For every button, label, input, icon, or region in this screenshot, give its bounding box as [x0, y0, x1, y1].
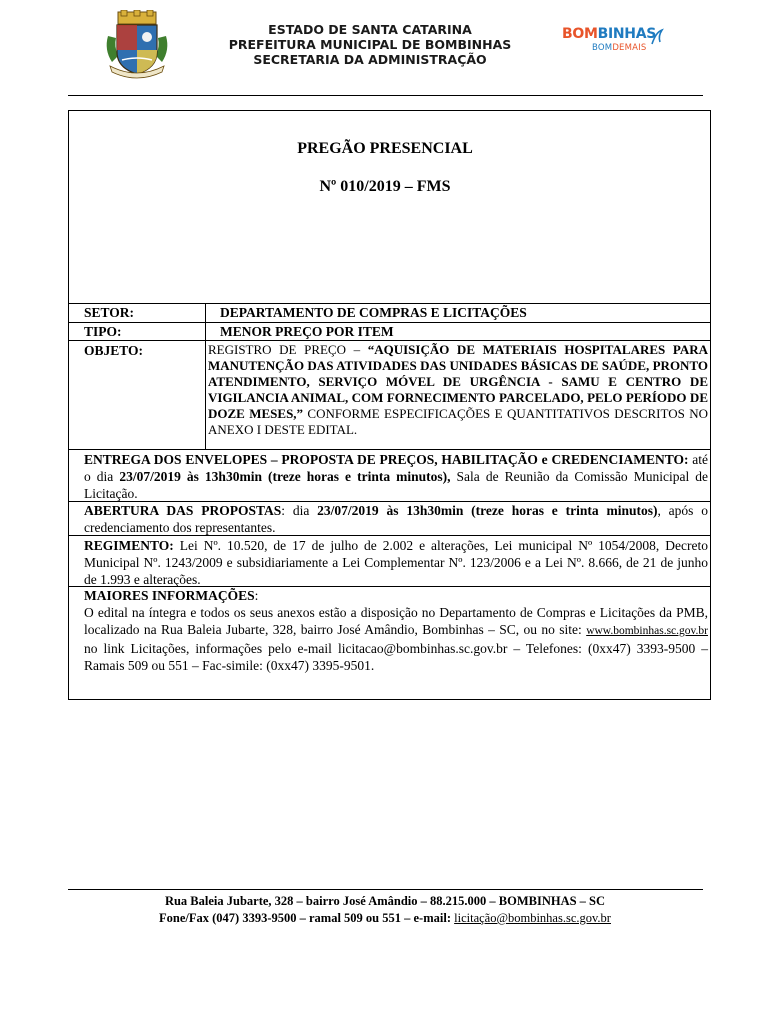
abertura-heading: ABERTURA DAS PROPOSTAS [84, 503, 282, 518]
objeto-suffix: CONFORME ESPECIFICAÇÕES E QUANTITATIVOS DESCRITOS NO ANEXO I DESTE EDITAL. [208, 406, 708, 437]
brand-sub1: BOM [592, 43, 613, 53]
abertura-note: , após o credenciamento dos representantes. [84, 503, 709, 535]
footer-phone: Fone/Fax (047) 3393-9500 – ramal 509 ou 551 – e-mail: [159, 911, 455, 925]
footer-address: Rua Baleia Jubarte, 328 – bairro José Amândio – 88.215.000 – BOMBINHAS – SC [164, 894, 606, 908]
entrega-date: 23/07/2019 às 13h30min (treze horas e trinta minutos), [119, 469, 451, 484]
objeto-prefix: REGISTRO DE PREÇO – [208, 342, 368, 357]
brand-part1: BOM [562, 26, 598, 42]
regimento-text: Lei Nº. 10.520, de 17 de julho de 2.002 e alterações, Lei municipal Nº 1054/2008, Decreto Municipal Nº. 1243/2009 e subsidiariamente a Lei Complementar Nº. 123/2006 e a Lei Nº. 8.666, de 21 de junho de 1.993 e alterações. [84, 538, 708, 587]
brand-part2: BINHAS [597, 26, 657, 42]
bombinhas-logo [562, 26, 672, 62]
objeto-label: OBJETO: [84, 343, 144, 358]
header-rule [68, 95, 703, 96]
entrega-location: Sala de Reunião da Comissão Municipal de Licitação. [84, 469, 709, 501]
info-heading: MAIORES INFORMAÇÕES [84, 588, 255, 603]
tipo-label: TIPO: [84, 324, 122, 339]
document-title: PREGÃO PRESENCIAL [297, 140, 473, 157]
objeto-value [208, 342, 708, 438]
header-line-secretariat: SECRETARIA DA ADMINISTRAÇÃO [253, 52, 487, 67]
divider-line [68, 340, 711, 341]
abertura-date: 23/07/2019 às 13h30min (treze horas e trinta minutos) [317, 503, 658, 518]
site-link[interactable]: www.bombinhas.sc.gov.br [586, 625, 708, 637]
setor-label: SETOR: [84, 305, 135, 320]
header-line-state: ESTADO DE SANTA CATARINA [268, 22, 472, 37]
info-section [84, 587, 708, 674]
municipal-crest-icon [104, 10, 170, 80]
objeto-bold: “AQUISIÇÃO DE MATERIAIS HOSPITALARES PARA MANUTENÇÃO DAS ATIVIDADES DAS UNIDADES BÁSICAS DE SAÚDE, PRONTO ATENDIMENTO, SERVIÇO MÓVEL DE URGÊNCIA - SAMU E CENTRO DE VIGILANCIA ANIMAL, COM FORNECIMENTO PARCELADO, PELO PERÍODO DE DOZE MESES,” [208, 342, 708, 421]
divider-line [68, 303, 711, 304]
tipo-value: MENOR PREÇO POR ITEM [220, 324, 394, 339]
footer-rule [68, 889, 703, 890]
page-header [0, 0, 770, 92]
header-line-prefecture: PREFEITURA MUNICIPAL DE BOMBINHAS [228, 37, 512, 52]
abertura-text: : dia [281, 503, 318, 518]
info-contacts: no link Licitações, informações pelo e-mail licitacao@bombinhas.sc.gov.br – Telefones: (0xx47) 3393-9500 – Ramais 509 ou 551 – Fac-simile: (0xx47) 3395-9501. [84, 641, 708, 673]
footer-email-link[interactable]: licitação@bombinhas.sc.gov.br [454, 911, 611, 925]
header-titles [200, 22, 540, 67]
bird-icon [650, 28, 664, 46]
entrega-heading: ENTREGA DOS ENVELOPES – PROPOSTA DE PREÇOS, HABILITAÇÃO e CREDENCIAMENTO: [84, 452, 689, 467]
entrega-text: até o dia [84, 452, 708, 484]
divider-line [68, 322, 711, 323]
divider-line [68, 449, 711, 450]
setor-value: DEPARTAMENTO DE COMPRAS E LICITAÇÕES [220, 305, 527, 320]
brand-sub2: DEMAIS [612, 43, 647, 53]
column-divider [205, 303, 206, 449]
entrega-section [84, 451, 708, 502]
info-heading-colon: : [254, 588, 259, 603]
footer-contact [0, 911, 770, 926]
document-number: Nº 010/2019 – FMS [319, 178, 451, 195]
regimento-heading: REGIMENTO: [84, 538, 174, 553]
info-text: O edital na íntegra e todos os seus anexos estão a disposição no Departamento de Compras e Licitações da PMB, localizado na Rua Baleia Jubarte, 328, bairro José Amândio, Bombinhas – SC, ou no site: [84, 605, 708, 637]
regimento-section [84, 537, 708, 588]
abertura-section [84, 502, 708, 536]
